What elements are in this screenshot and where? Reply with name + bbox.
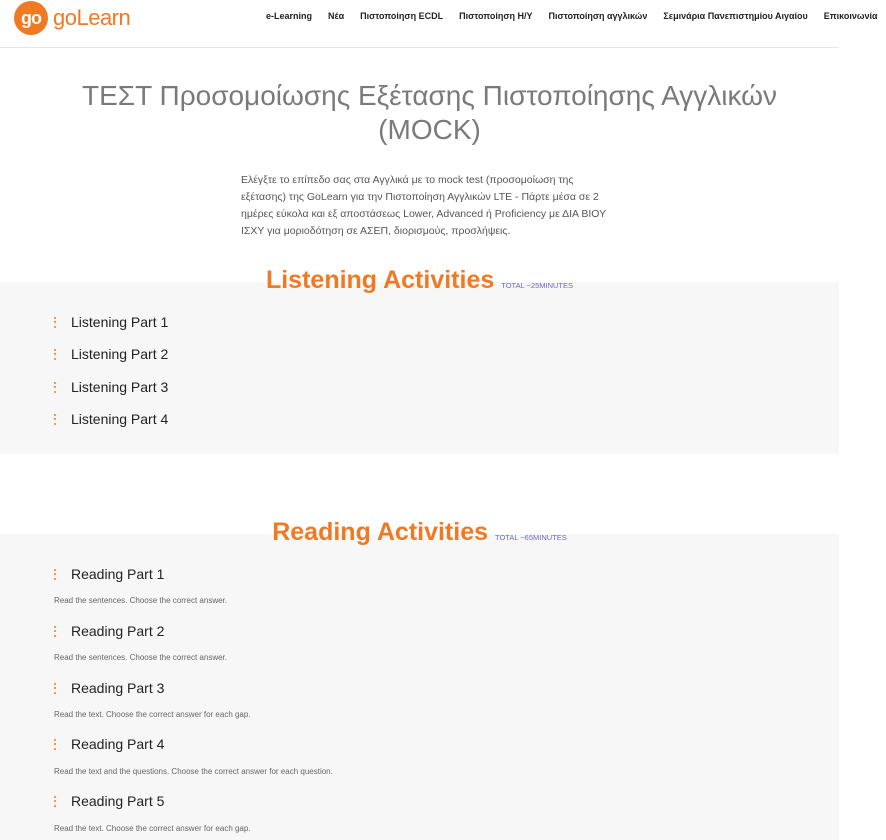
drag-handle-icon [52, 569, 58, 580]
listening-item-2[interactable] [52, 346, 168, 362]
intro-text: Ελέγξτε το επίπεδο σας στα Αγγλικά με το mock test (προσομοίωση της εξέτασης) της GoLearn για την Πιστοποίηση Αγγλικών LTE - Πάρτε μέσα σε 2 ημέρες εύκολα και εξ αποστάσεως Lower, Advanced ή Proficiency με ΔΙΑ ΒΙΟΥ ΙΣΧΥ για μοριοδότηση σε ΑΣΕΠ, διορισμούς, προσλήψεις. [241, 174, 606, 237]
nav-item-news[interactable]: Νέα [328, 11, 345, 21]
drag-handle-icon [52, 626, 58, 637]
logo-badge: go [14, 1, 48, 35]
reading-item-desc: Read the text and the questions. Choose the correct answer for each question. [54, 767, 333, 776]
listening-total: TOTAL ~25MINUTES [501, 281, 574, 290]
reading-item-desc: Read the text. Choose the correct answer for each gap. [54, 824, 251, 833]
drag-handle-icon [52, 683, 58, 694]
listening-item-3[interactable] [52, 379, 168, 395]
logo-text: goLearn [53, 5, 131, 30]
reading-item-2[interactable] [52, 623, 164, 639]
drag-handle-icon [52, 739, 58, 750]
drag-handle-icon [52, 349, 58, 360]
drag-handle-icon [52, 382, 58, 393]
drag-handle-icon [52, 414, 58, 425]
reading-item-label: Reading Part 3 [71, 680, 165, 696]
listening-item-label: Listening Part 3 [71, 379, 169, 395]
main-nav [258, 11, 886, 21]
reading-item-label: Reading Part 2 [71, 623, 165, 639]
reading-item-desc: Read the sentences. Choose the correct answer. [54, 653, 227, 662]
listening-section [0, 282, 839, 454]
listening-item-4[interactable] [52, 411, 168, 427]
reading-item-3[interactable] [52, 680, 164, 696]
listening-item-label: Listening Part 1 [71, 314, 169, 330]
nav-item-seminars[interactable]: Σεμινάρια Πανεπιστημίου Αιγαίου [663, 11, 808, 21]
reading-total: TOTAL ~65MINUTES [495, 533, 567, 542]
listening-item-label: Listening Part 2 [71, 346, 169, 362]
reading-item-desc: Read the text. Choose the correct answer for each gap. [54, 710, 251, 719]
logo[interactable] [14, 0, 130, 36]
reading-item-label: Reading Part 1 [71, 566, 165, 582]
listening-title-row [0, 266, 839, 295]
site-header [0, 0, 878, 48]
reading-title-row [0, 518, 839, 547]
reading-title: Reading Activities [272, 518, 489, 546]
reading-item-label: Reading Part 5 [71, 793, 165, 809]
reading-item-1[interactable] [52, 566, 164, 582]
nav-item-elearning[interactable]: e-Learning [266, 11, 313, 21]
reading-item-label: Reading Part 4 [71, 736, 165, 752]
reading-item-5[interactable] [52, 793, 164, 809]
drag-handle-icon [52, 796, 58, 807]
listening-item-label: Listening Part 4 [71, 411, 169, 427]
page-title: ΤΕΣΤ Προσομοίωσης Εξέτασης Πιστοποίησης Αγγλικών (MOCK) [82, 80, 777, 145]
nav-item-english-cert[interactable]: Πιστοποίηση αγγλικών [548, 11, 648, 21]
drag-handle-icon [52, 317, 58, 328]
nav-item-pc-cert[interactable]: Πιστοποίηση Η/Υ [459, 11, 533, 21]
reading-item-4[interactable] [52, 736, 164, 752]
reading-item-desc: Read the sentences. Choose the correct answer. [54, 596, 227, 605]
listening-title: Listening Activities [265, 266, 495, 294]
nav-item-ecdl[interactable]: Πιστοποίηση ECDL [360, 11, 444, 21]
nav-item-contact[interactable]: Επικοινωνία [823, 11, 878, 21]
listening-item-1[interactable] [52, 314, 168, 330]
